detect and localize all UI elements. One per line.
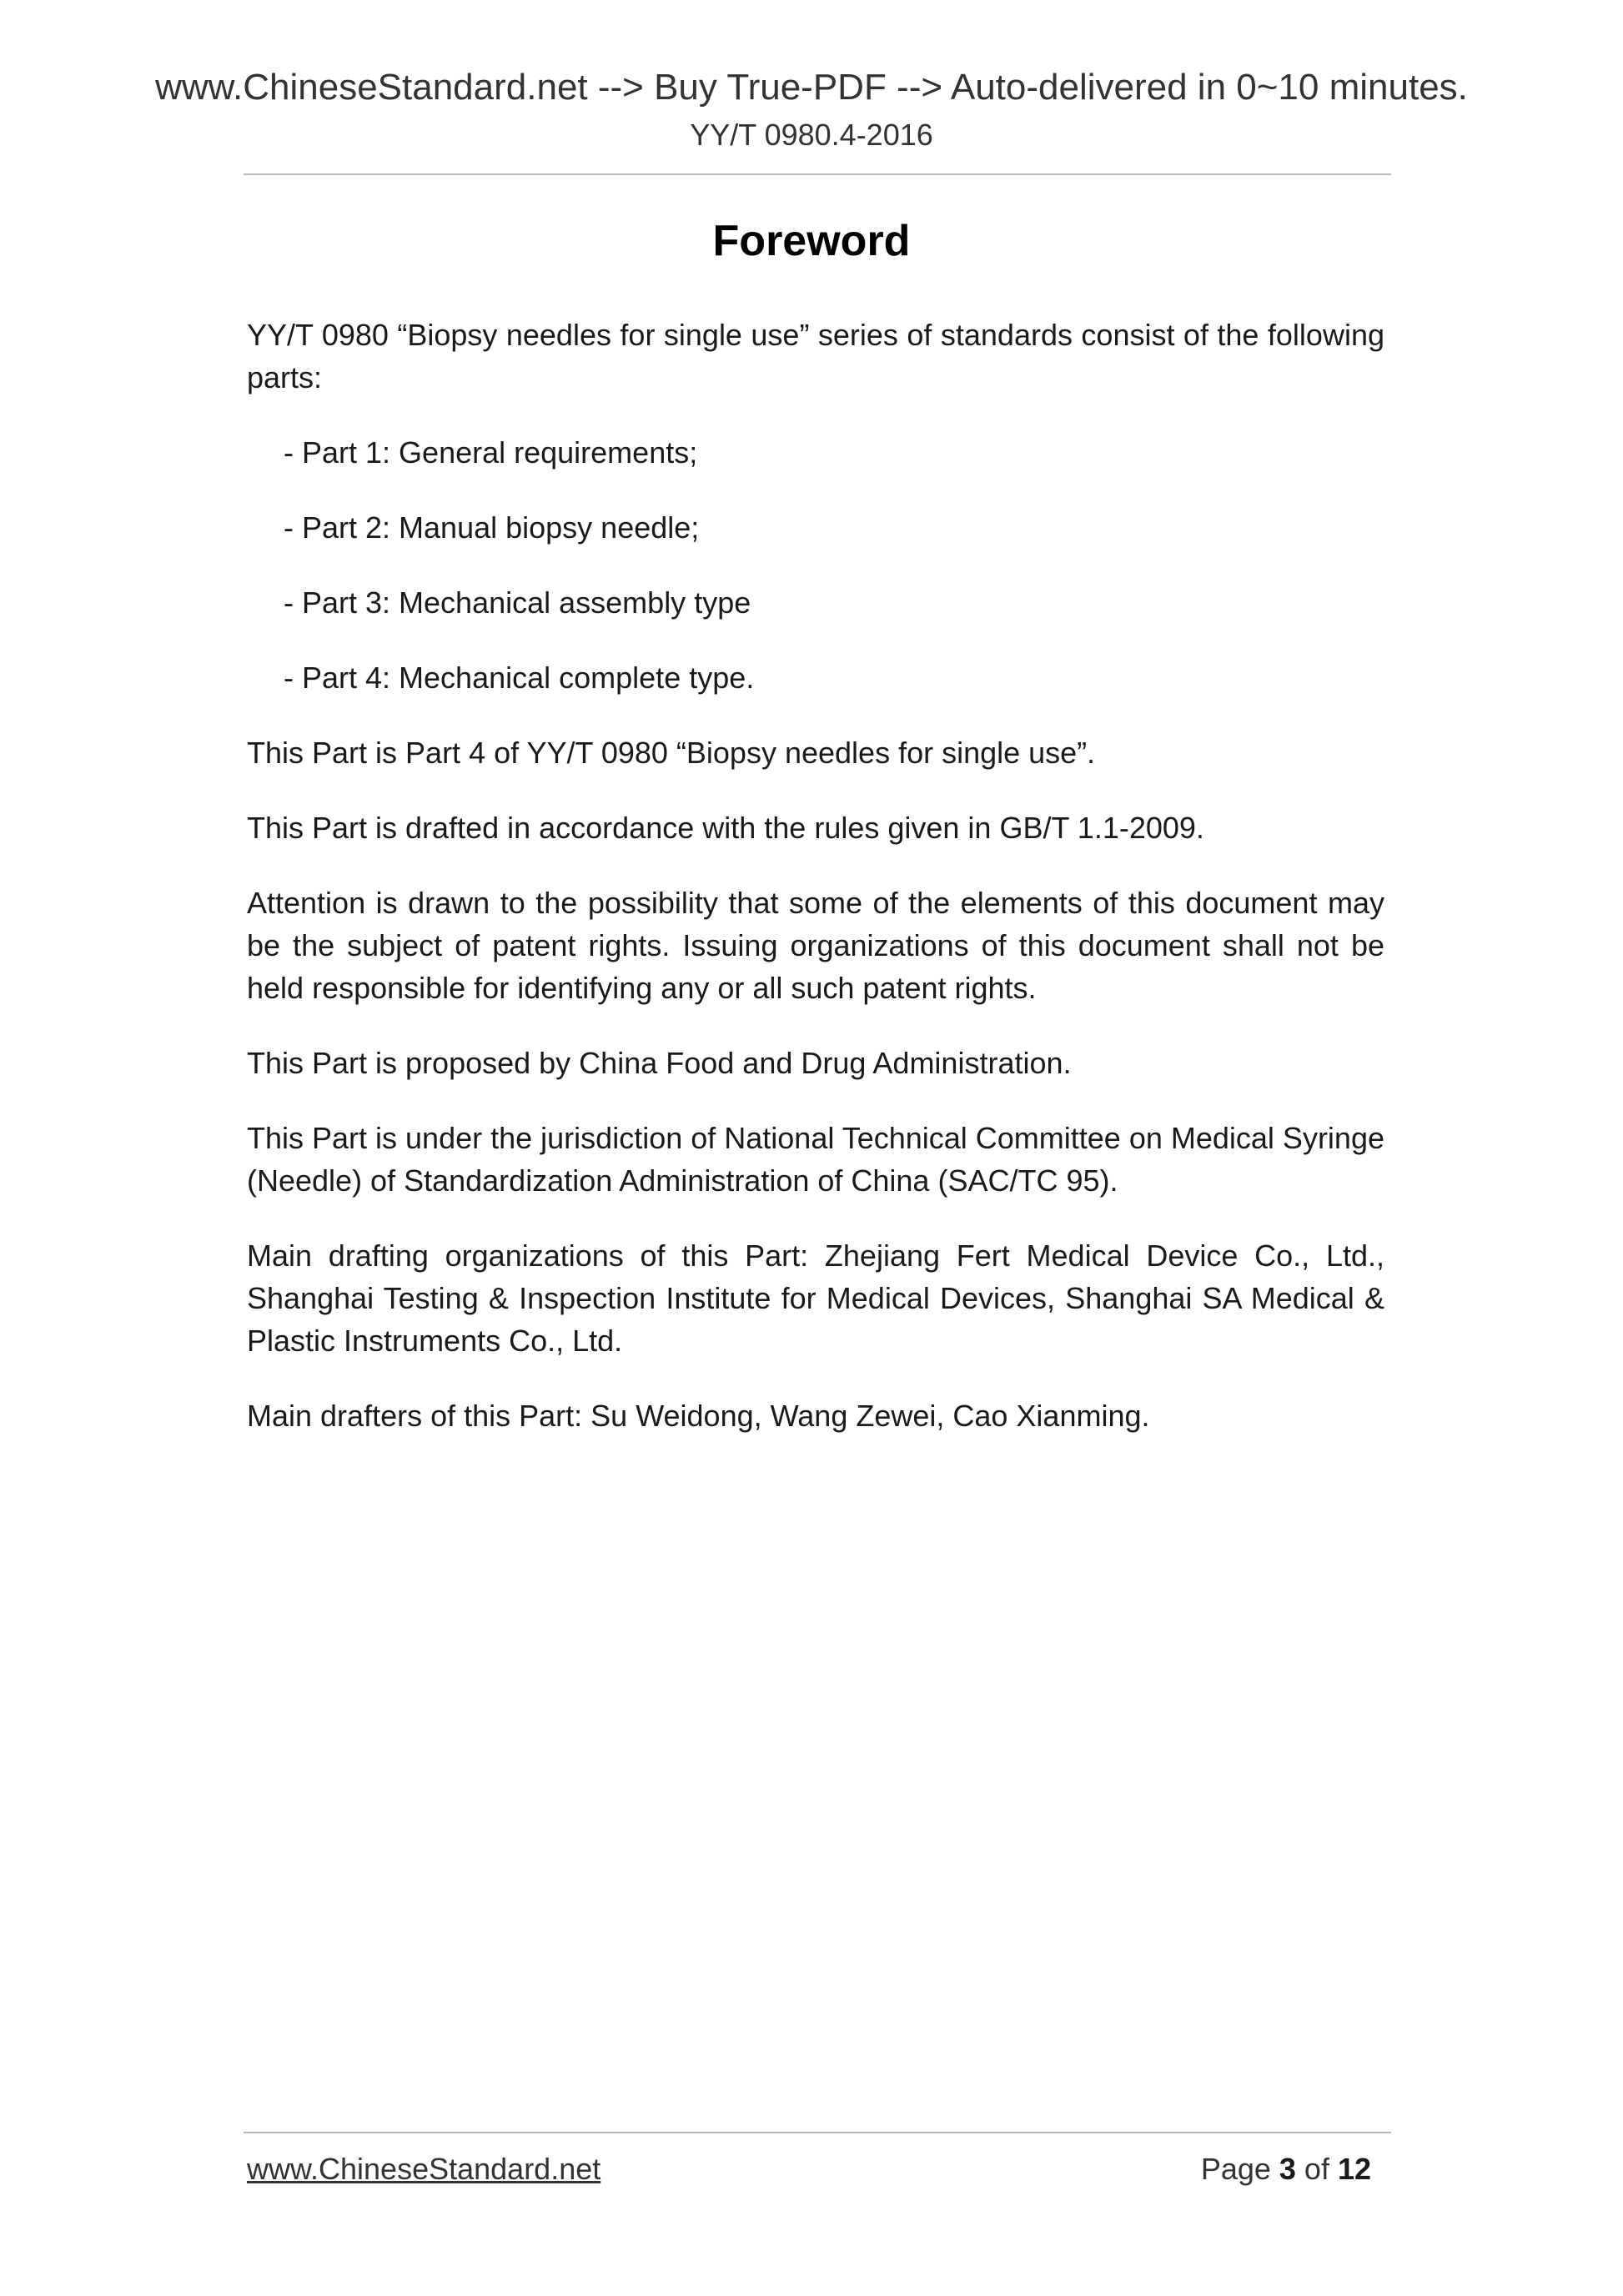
drafting-organizations: Main drafting organizations of this Part: Zhejiang Fert Medical Device Co., Ltd., Shanghai Testing & Inspection Institute for Medical Devices, Shanghai SA Medical & Plastic Instruments Co., Ltd. bbox=[247, 1238, 1384, 1358]
header-banner: www.ChineseStandard.net --> Buy True-PDF --> Auto-delivered in 0~10 minutes. bbox=[155, 67, 1468, 108]
list-item: - Part 4: Mechanical complete type. bbox=[284, 661, 755, 695]
header-divider bbox=[244, 173, 1391, 175]
patent-notice: Attention is drawn to the possibility that some of the elements of this document may be the subject of patent rights. Issuing organizations of this document shall not be held responsible for identifying any or all such patent rights. bbox=[247, 886, 1384, 1005]
page-current: 3 bbox=[1279, 2152, 1296, 2186]
proposer-statement: This Part is proposed by China Food and Drug Administration. bbox=[247, 1046, 1072, 1080]
page-title: Foreword bbox=[712, 217, 911, 265]
page-middle: of bbox=[1295, 2152, 1338, 2186]
page-total: 12 bbox=[1337, 2152, 1371, 2186]
jurisdiction-statement: This Part is under the jurisdiction of National Technical Committee on Medical Syringe (Needle) of Standardization Administration of China (SAC/TC 95). bbox=[247, 1121, 1384, 1198]
part-statement: This Part is Part 4 of YY/T 0980 “Biopsy needles for single use”. bbox=[247, 736, 1096, 770]
page-prefix: Page bbox=[1200, 2152, 1279, 2186]
list-item: - Part 1: General requirements; bbox=[284, 435, 698, 470]
footer-website-link[interactable]: www.ChineseStandard.net bbox=[247, 2152, 601, 2186]
drafting-rules: This Part is drafted in accordance with the rules given in GB/T 1.1-2009. bbox=[247, 811, 1204, 845]
foreword-body bbox=[247, 314, 1384, 1470]
list-item: - Part 3: Mechanical assembly type bbox=[284, 585, 751, 620]
document-number: YY/T 0980.4-2016 bbox=[690, 118, 933, 152]
list-item: - Part 2: Manual biopsy needle; bbox=[284, 510, 700, 545]
page-indicator bbox=[1201, 2150, 1371, 2188]
drafters: Main drafters of this Part: Su Weidong, Wang Zewei, Cao Xianming. bbox=[247, 1399, 1150, 1433]
intro-paragraph: YY/T 0980 “Biopsy needles for single use” series of standards consist of the following parts: bbox=[247, 318, 1384, 394]
parts-list bbox=[247, 431, 1384, 699]
footer-divider bbox=[244, 2132, 1391, 2133]
